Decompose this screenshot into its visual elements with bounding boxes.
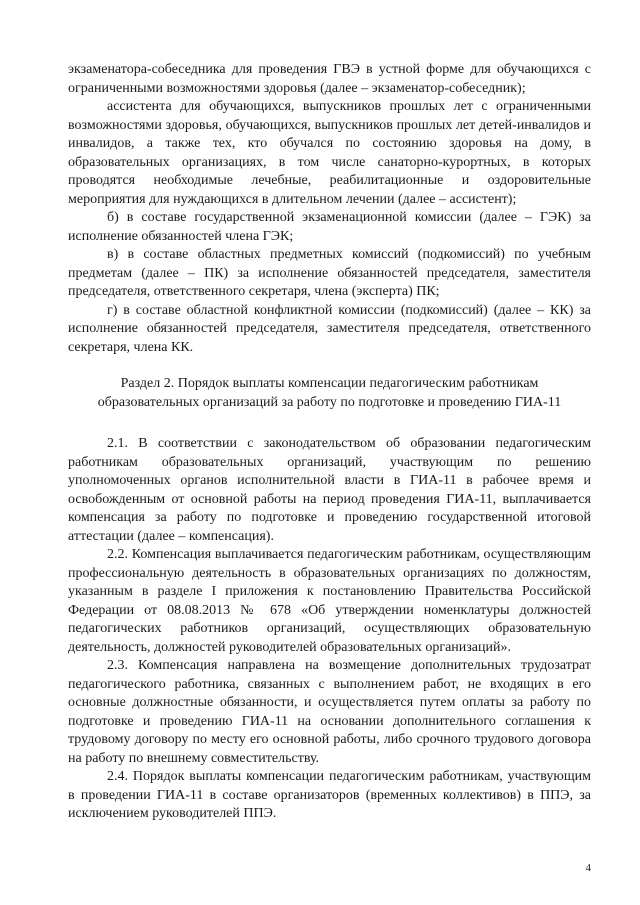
paragraph-examiner-interviewer: экзаменатора-собеседника для проведения ГВЭ в устной форме для обучающихся с ограниченными возможностями здоровья (далее – экзаменатор-собеседник);	[68, 62, 591, 96]
paragraph-gek: б) в составе государственной экзаменационной комиссии (далее – ГЭК) за исполнение обязанностей члена ГЭК;	[68, 210, 591, 244]
paragraph-2-4: 2.4. Порядок выплаты компенсации педагогическим работникам, участвующим в проведении ГИА-11 в составе организаторов (временных коллективов) в ППЭ, за исключением руководителей ППЭ.	[68, 769, 591, 821]
paragraph-2-1: 2.1. В соответствии с законодательством об образовании педагогическим работникам образовательных организаций, участвующим по решению уполномоченных органов исполнительной власти в ГИА-11 в рабочее время и освобожденным от основной работы на период проведения ГИА-11, выплачивается компенсация за работу по подготовке и проведению государственной итоговой аттестации (далее – компенсация).	[68, 436, 591, 544]
paragraph-pk: в) в составе областных предметных комиссий (подкомиссий) по учебным предметам (далее – ПК) за исполнение обязанностей председателя, заместителя председателя, ответственного секретаря, члена (эксперта) ПК;	[68, 247, 591, 299]
page-number: 4	[585, 862, 591, 874]
paragraph-2-3: 2.3. Компенсация направлена на возмещение дополнительных трудозатрат педагогического работника, связанных с выполнением работ, не входящих в его основные должностные обязанности, и осуществляется путем оплаты за работу по подготовке и проведению ГИА-11 на основании дополнительного соглашения к трудовому договору по месту его основной работы, либо срочного трудового договора на работу по внешнему совместительству.	[68, 658, 591, 766]
section-heading	[68, 375, 591, 412]
section-heading-line-1: Раздел 2. Порядок выплаты компенсации педагогическим работникам	[120, 376, 539, 391]
paragraph-2-2: 2.2. Компенсация выплачивается педагогическим работникам, осуществляющим профессиональную деятельность в образовательных организациях по должностям, указанным в разделе I приложения к постановлению Правительства Российской Федерации от 08.08.2013 № 678 «Об утверждении номенклатуры должностей педагогических работников организаций, осуществляющих образовательную деятельность, должностей руководителей образовательных организаций».	[68, 547, 591, 655]
document-body	[68, 61, 591, 824]
paragraph-assistant: ассистента для обучающихся, выпускников прошлых лет с ограниченными возможностями здоровья, обучающихся, выпускников прошлых лет детей-инвалидов и инвалидов, а также тех, кто обучался по состоянию здоровья на дому, в образовательных организациях, в том числе санаторно-курортных, в которых проводятся необходимые лечебные, реабилитационные и оздоровительные мероприятия для нуждающихся в длительном лечении (далее – ассистент);	[68, 99, 591, 207]
paragraph-kk: г) в составе областной конфликтной комиссии (подкомиссий) (далее – КК) за исполнение обязанностей председателя, заместителя председателя, ответственного секретаря, члена КК.	[68, 302, 591, 355]
section-heading-line-2: образовательных организаций за работу по подготовке и проведению ГИА-11	[97, 394, 562, 410]
